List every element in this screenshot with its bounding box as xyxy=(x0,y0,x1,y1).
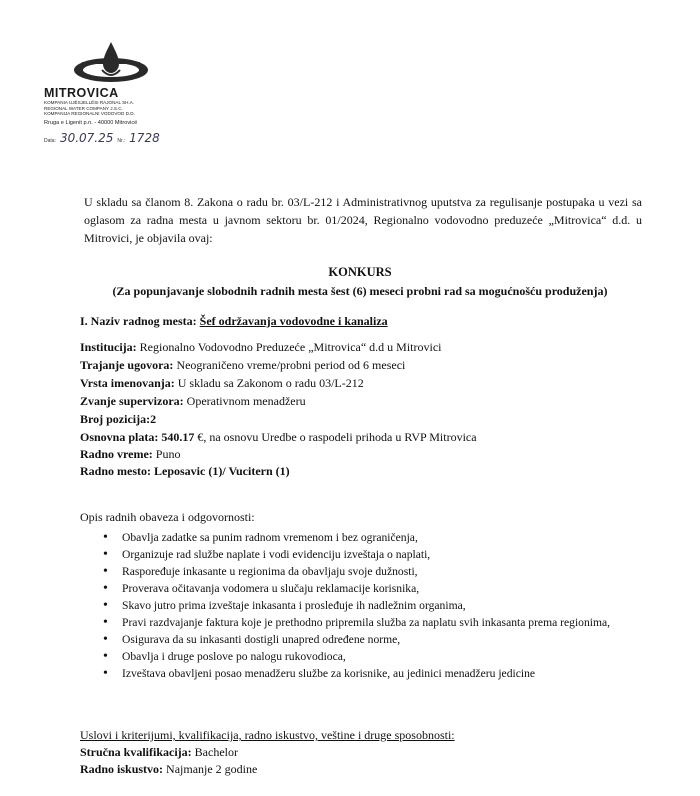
company-logo-icon xyxy=(72,40,150,84)
company-line-3: KOMPANIJA REGIONALNI VODOVOD D.D. xyxy=(44,111,135,117)
document-title: KONKURS xyxy=(328,265,392,279)
duties-list xyxy=(100,529,620,682)
position-label: I. Naziv radnog mesta: xyxy=(80,314,197,328)
detail-supervisor: Zvanje supervizora: Operativnom menadžeru xyxy=(80,394,306,408)
list-item: • Osigurava da su inkasanti dostigli unapred određene norme, xyxy=(100,631,620,648)
list-item: • Obavlja i druge poslove po nalogu rukovodioca, xyxy=(100,648,620,665)
stamp-date: 30.07.25 xyxy=(59,130,114,145)
list-item: • Raspoređuje inkasante u regionima da obavljaju svoje dužnosti, xyxy=(100,563,620,580)
company-line-1: KOMPANIA UJËSJELLËSI RAJONAL SH.A. xyxy=(44,100,135,105)
list-item: • Organizuje rad službe naplate i vodi evidenciju izveštaja o naplati, xyxy=(100,546,620,563)
detail-positions-count: Broj pozicija:2 xyxy=(80,412,157,426)
requirement-experience: Radno iskustvo: Najmanje 2 godine xyxy=(80,762,258,776)
company-name: MITROVICA xyxy=(44,86,119,100)
stamp-number-label: Nr.: xyxy=(117,137,126,144)
company-address: Rruga e Ligenit p.n. - 40000 Mitrovicë xyxy=(44,119,138,126)
duties-heading: Opis radnih obaveza i odgovornosti: xyxy=(80,510,255,524)
detail-work-location: Radno mesto: Leposavic (1)/ Vucitern (1) xyxy=(80,464,290,478)
requirements-heading: Uslovi i kriterijumi, kvalifikacija, radno iskustvo, veštine i druge sposobnosti: xyxy=(80,728,455,742)
list-item: • Skavo jutro prima izveštaje inkasanta i prosleđuje ih nadležnim organima, xyxy=(100,597,620,614)
detail-base-salary: Osnovna plata: 540.17 €, na osnovu Uredbe o raspodeli prihoda u RVP Mitrovica xyxy=(80,430,477,444)
detail-working-hours: Radno vreme: Puno xyxy=(80,447,181,461)
stamp-number: 1728 xyxy=(129,130,160,145)
list-item: • Obavlja zadatke sa punim radnom vremenom i bez ograničenja, xyxy=(100,529,620,546)
position-line xyxy=(80,314,388,329)
document-subtitle: (Za popunjavanje slobodnih radnih mesta šest (6) meseci probni rad sa mogućnošću produženja) xyxy=(112,284,608,298)
list-item: • Pravi razdvajanje faktura koje je prethodno pripremila služba za naplatu svih inkasanta prema regionima, xyxy=(100,614,620,631)
company-header xyxy=(44,40,184,145)
detail-appointment-type: Vrsta imenovanja: U skladu sa Zakonom o radu 03/L-212 xyxy=(80,376,364,390)
list-item: • Proverava očitavanja vodomera u slučaju reklamacije korisnika, xyxy=(100,580,620,597)
position-value: Šef održavanja vodovodne i kanaliza xyxy=(199,314,388,328)
company-line-2: REGIONAL WATER COMPANY J.S.C. xyxy=(44,105,123,111)
intro-paragraph: U skladu sa članom 8. Zakona o radu br. 03/L-212 i Administrativnog uputstva za regulisanje postupaka u vezi sa oglasom za radna mesta u javnom sektoru br. 01/2024, Regionalno vodovodno preduzeće „Mitrovica“ d.d. u Mitrovici, je objavila ovaj: xyxy=(84,195,642,245)
list-item: • Izveštava obavljeni posao menadžeru službe za korisnike, au jedinici menadžeru jedicine xyxy=(100,665,620,682)
stamp-date-label: Data: xyxy=(44,137,56,144)
registry-stamp xyxy=(44,131,184,145)
detail-institution: Institucija: Regionalno Vodovodno Preduzeće „Mitrovica“ d.d u Mitrovici xyxy=(80,340,442,354)
detail-contract-duration: Trajanje ugovora: Neograničeno vreme/probni period od 6 meseci xyxy=(80,358,406,372)
requirement-qualification: Stručna kvalifikacija: Bachelor xyxy=(80,745,238,759)
